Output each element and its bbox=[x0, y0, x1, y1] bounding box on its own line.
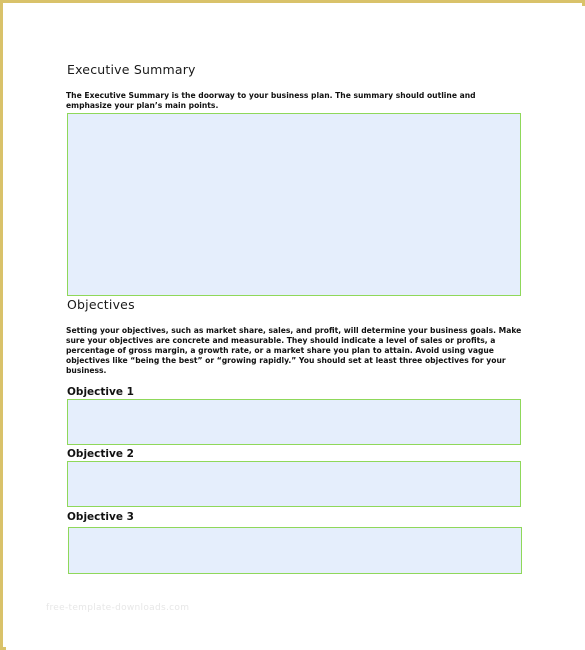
objective-1-input[interactable] bbox=[67, 399, 521, 445]
objective-3-label: Objective 3 bbox=[67, 511, 134, 523]
objective-3-input[interactable] bbox=[68, 527, 522, 574]
objective-1-label: Objective 1 bbox=[67, 386, 134, 398]
objectives-title: Objectives bbox=[67, 297, 135, 312]
watermark-text: free-template-downloads.com bbox=[46, 603, 190, 613]
objective-2-input[interactable] bbox=[67, 461, 521, 507]
executive-summary-description: The Executive Summary is the doorway to your business plan. The summary should outline and emphasize your plan’s main points. bbox=[66, 91, 476, 110]
executive-summary-input[interactable] bbox=[67, 113, 521, 296]
executive-summary-title: Executive Summary bbox=[67, 62, 196, 77]
objective-2-label: Objective 2 bbox=[67, 448, 134, 460]
objectives-description: Setting your objectives, such as market share, sales, and profit, will determine your business goals. Make sure your objectives are concrete and measurable. They should indicate a level of sales or profits, a percentage of gross margin, a growth rate, or a market share you plan to attain. Avoid using vague objectives like “being the best” or “growing rapidly.” You should set at least three objectives for your business. bbox=[66, 326, 522, 375]
document-page bbox=[6, 6, 585, 650]
